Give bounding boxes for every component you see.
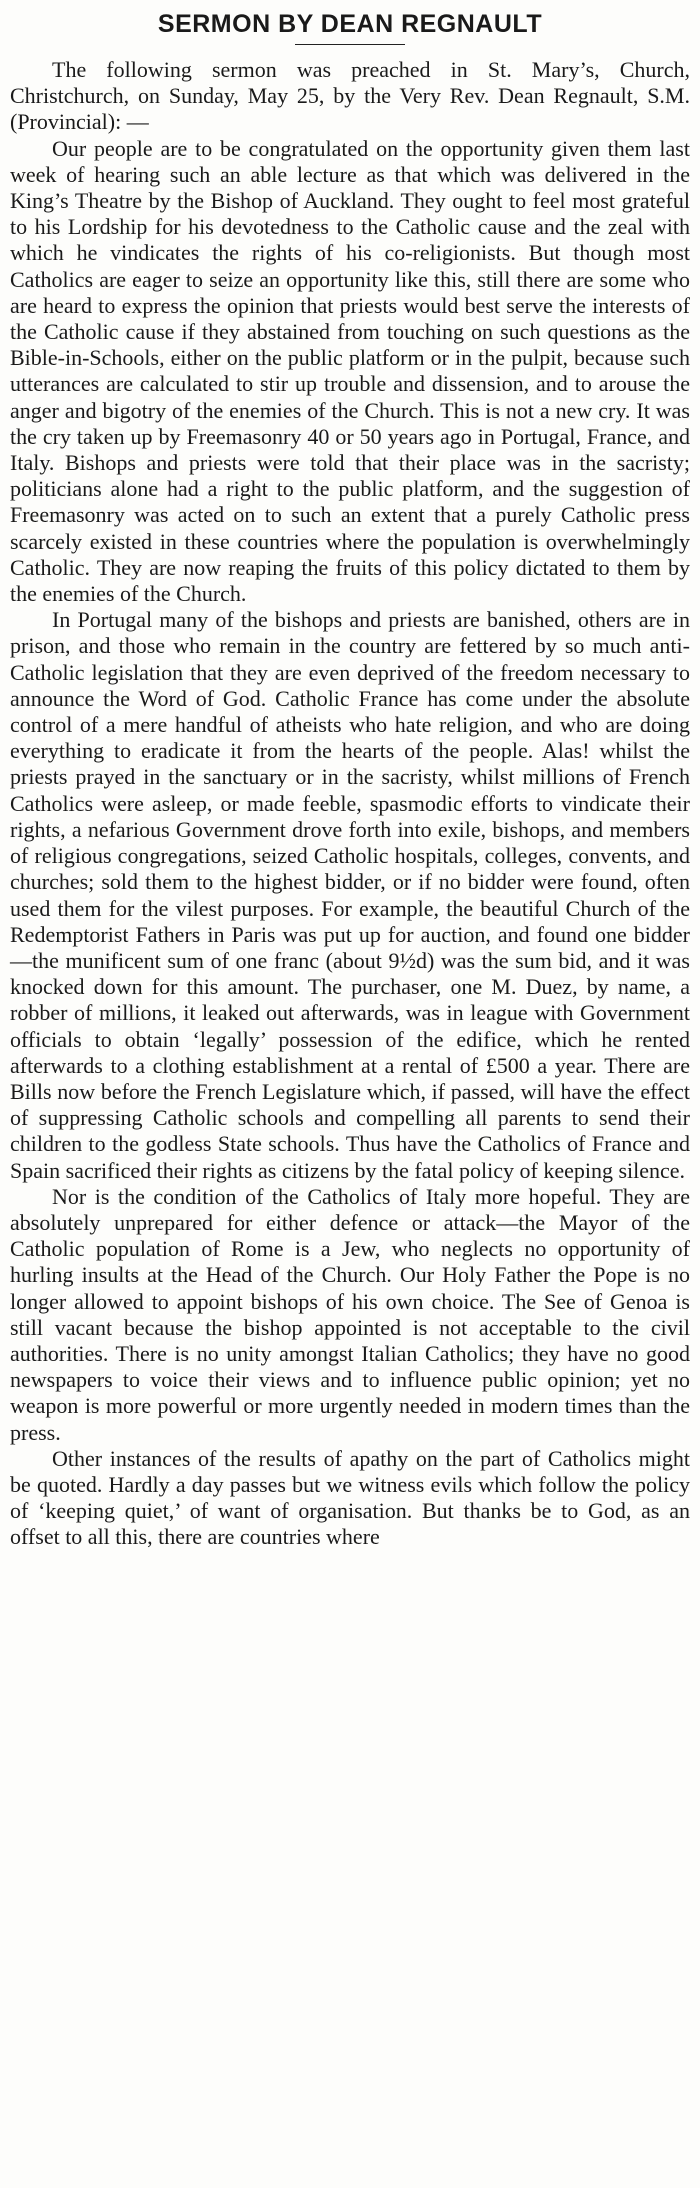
paragraph-italy: Nor is the condition of the Catholics of Italy more hopeful. They are absolutely unprepared for either defence or attack—the Mayor of the Catholic population of Rome is a Jew, who neglects no opportunity of hurling insults at the Head of the Church. Our Holy Father the Pope is no longer allowed to appoint bishops of his own choice. The See of Genoa is still vacant because the bishop appointed is not acceptable to the civil authorities. There is no unity amongst Italian Catholics; they have no good newspapers to voice their views and to influence public opinion; yet no weapon is more powerful or more urgently needed in modern times than the press. (10, 1183, 690, 1445)
article-headline: SERMON BY DEAN REGNAULT (157, 10, 543, 38)
paragraph-intro: The following sermon was preached in St. Mary’s, Church, Christchurch, on Sunday, May 25, by the Very Rev. Dean Regnault, S.M. (Provincial): — (10, 57, 690, 135)
paragraph-other-instances: Other instances of the results of apathy on the part of Catholics might be quoted. Hardly a day passes but we witness evils which follow the policy of ‘keeping quiet,’ of want of organisation. But thanks be to God, as an offset to all this, there are countries where (10, 1445, 690, 1550)
paragraph-portugal-france: In Portugal many of the bishops and priests are banished, others are in prison, and those who remain in the country are fettered by so much anti-Catholic legislation that they are even deprived of the freedom necessary to announce the Word of God. Catholic France has come under the absolute control of a mere handful of atheists who hate religion, and who are doing everything to eradicate it from the hearts of the people. Alas! whilst the priests prayed in the sanctuary or in the sacristy, whilst millions of French Catholics were asleep, or made feeble, spasmodic efforts to vindicate their rights, a nefarious Government drove forth into exile, bishops, and members of religious congregations, seized Catholic hospitals, colleges, convents, and churches; sold them to the highest bidder, or if no bidder were found, often used them for the vilest purposes. For example, the beautiful Church of the Redemptorist Fathers in Paris was put up for auction, and found one bidder—the munificent sum of one franc (about 9½d) was the sum bid, and it was knocked down for this amount. The purchaser, one M. Duez, by name, a robber of millions, it leaked out afterwards, was in league with Government officials to obtain ‘legally’ possession of the edifice, which he rented afterwards to a clothing establishment at a rental of £500 a year. There are Bills now before the French Legislature which, if passed, will have the effect of suppressing Catholic schools and compelling all parents to send their children to the godless State schools. Thus have the Catholics of France and Spain sacrificed their rights as citizens by the fatal policy of keeping silence. (10, 607, 690, 1183)
paragraph-congratulations: Our people are to be congratulated on the opportunity given them last week of hearing such an able lecture as that which was delivered in the King’s Theatre by the Bishop of Auckland. They ought to feel most grateful to his Lordship for his devotedness to the Catholic cause and the zeal with which he vindicates the rights of his co-religionists. But though most Catholics are eager to seize an opportunity like this, still there are some who are heard to express the opinion that priests would best serve the interests of the Catholic cause if they abstained from touching on such questions as the Bible-in-Schools, either on the public platform or in the pulpit, because such utterances are calculated to stir up trouble and dissension, and to arouse the anger and bigotry of the enemies of the Church. This is not a new cry. It was the cry taken up by Freemasonry 40 or 50 years ago in Portugal, France, and Italy. Bishops and priests were told that their place was in the sacristy; politicians alone had a right to the public platform, and the suggestion of Freemasonry was acted on to such an extent that a purely Catholic press scarcely existed in these countries where the population is overwhelmingly Catholic. They are now reaping the fruits of this policy dictated to them by the enemies of the Church. (10, 135, 690, 607)
headline-rule (295, 44, 405, 45)
